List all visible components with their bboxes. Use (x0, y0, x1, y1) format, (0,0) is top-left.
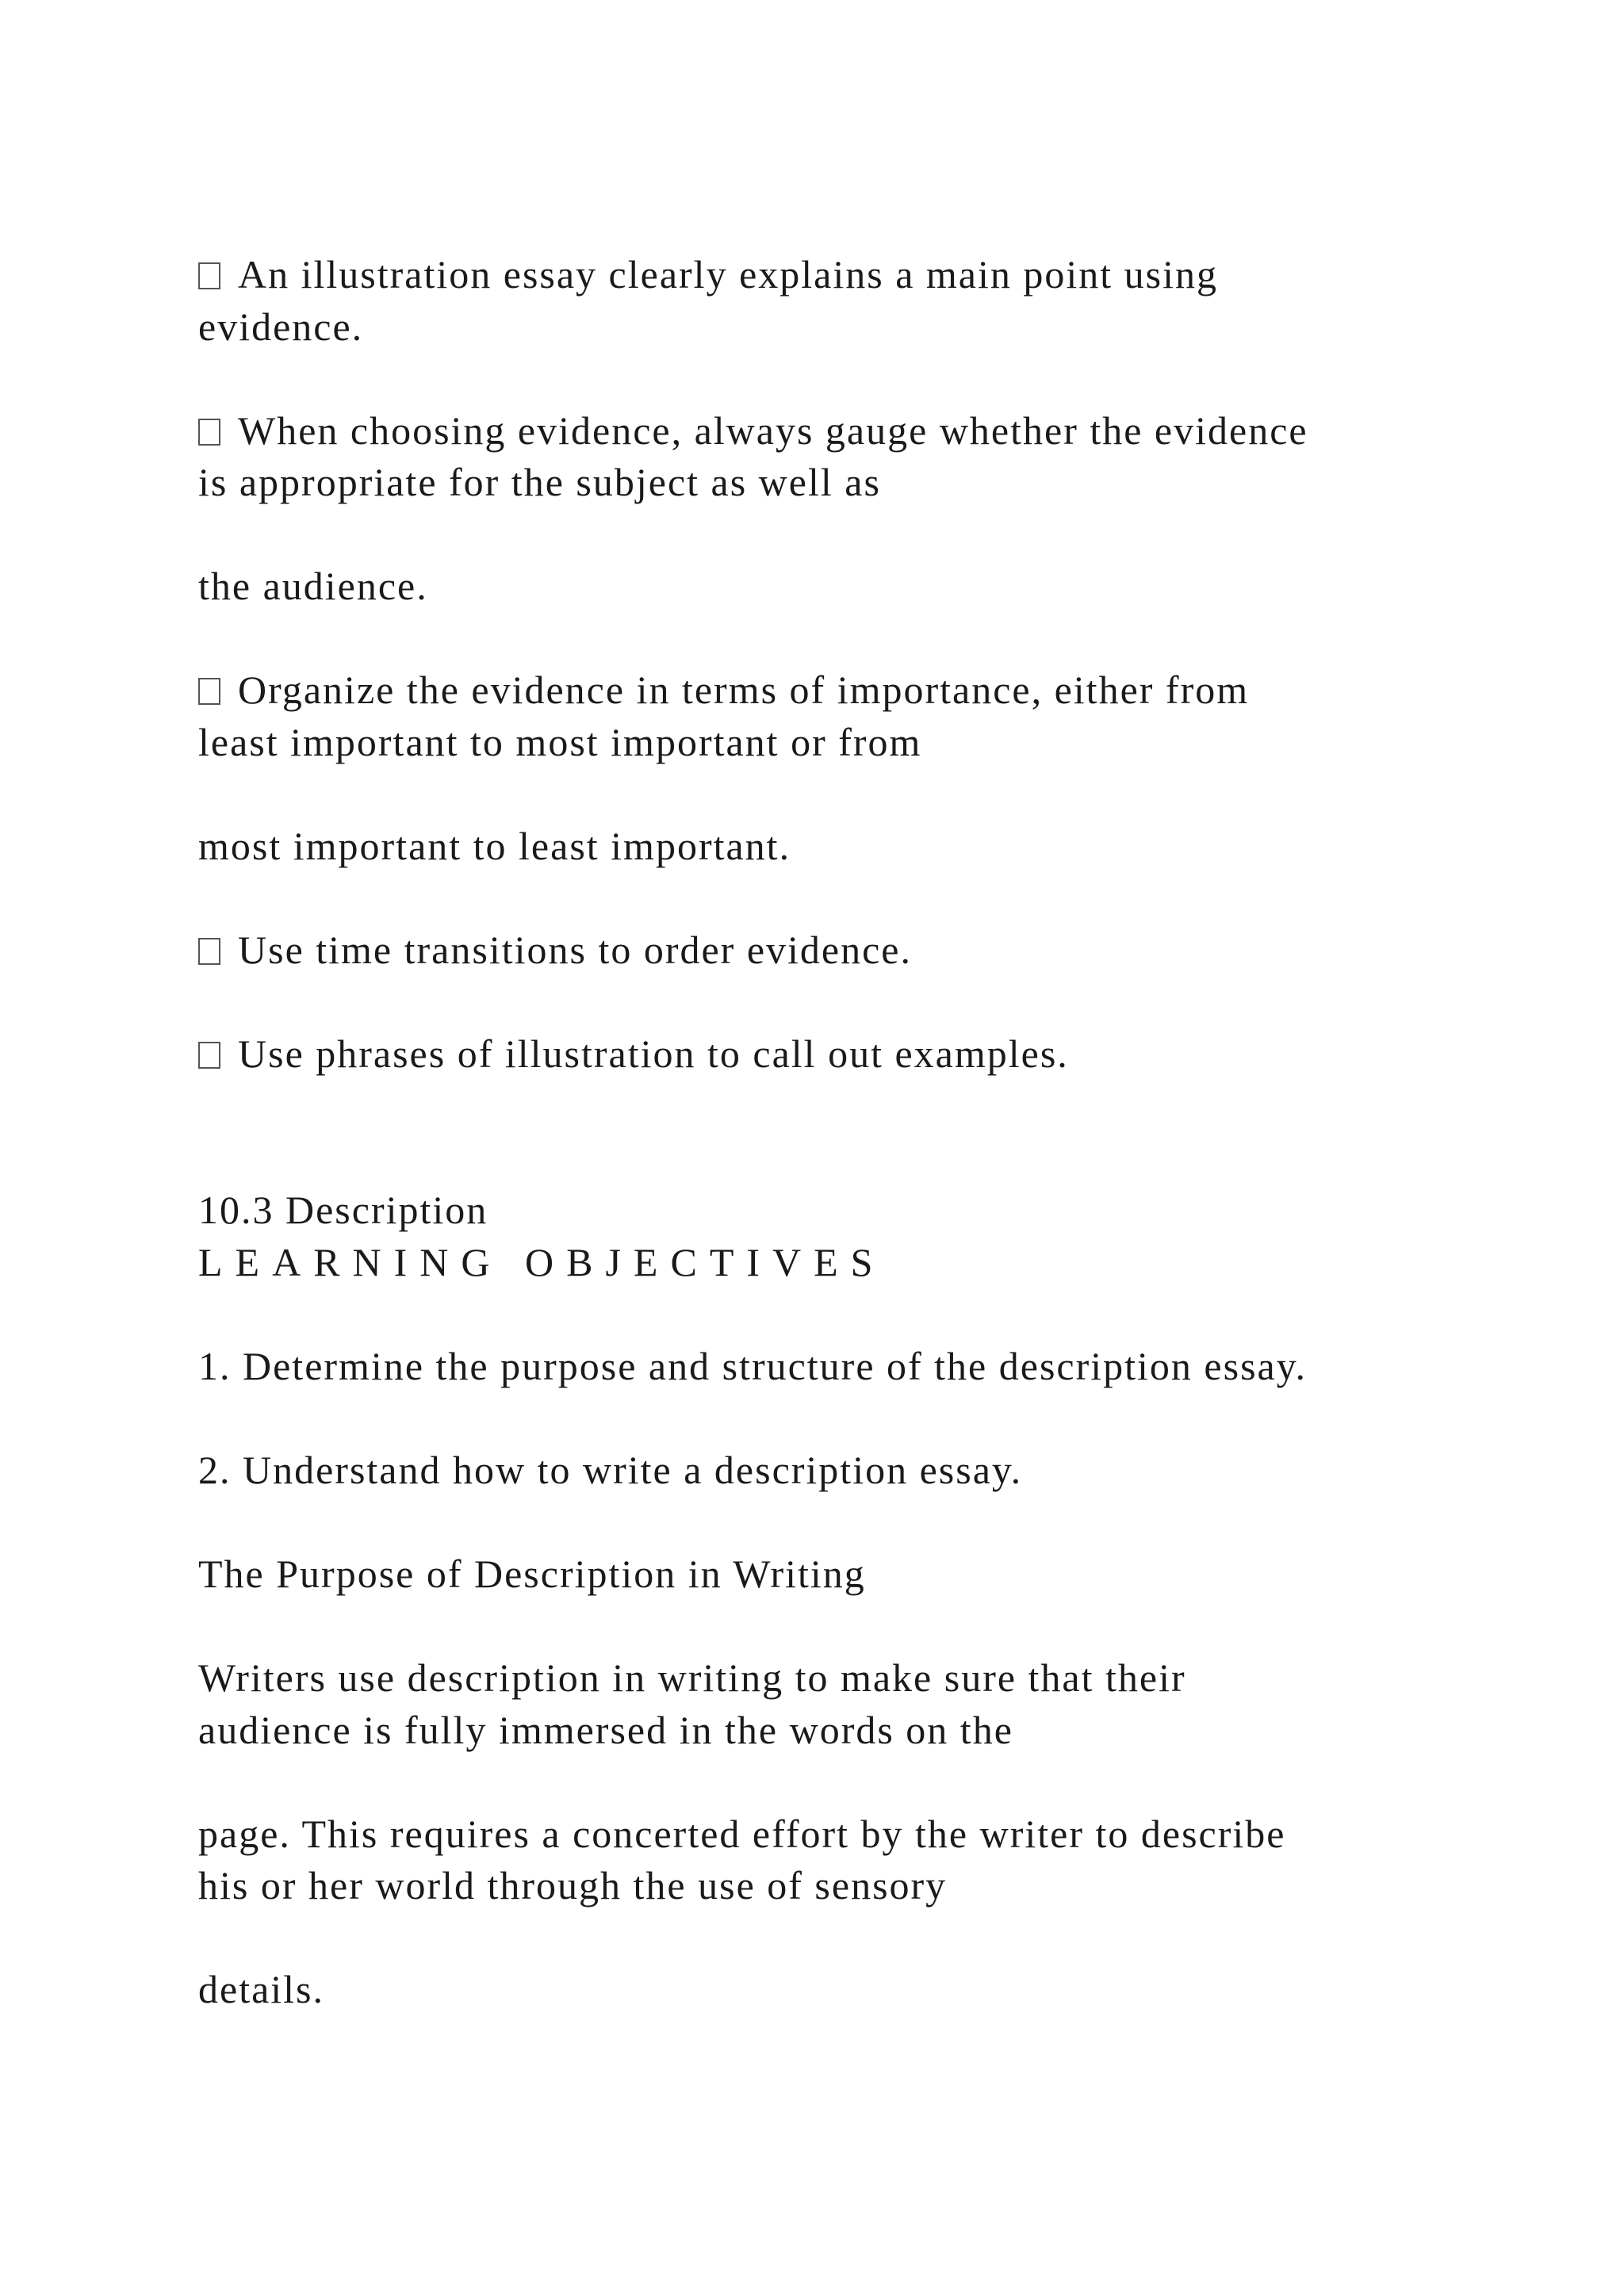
objective-item: 1. Determine the purpose and structure of the description essay. (198, 1344, 1307, 1388)
bullet-box-icon (198, 262, 220, 289)
paragraph-line: Writers use description in writing to make sure that their (198, 1655, 1186, 1700)
bullet-box-icon (198, 419, 220, 446)
paragraph-line: page. This requires a concerted effort by the writer to describe (198, 1812, 1286, 1856)
objective-item: 2. Understand how to write a description essay. (198, 1448, 1023, 1492)
bullet-text-continued: is appropriate for the subject as well as (198, 460, 881, 504)
bullet-text: An illustration essay clearly explains a main point using (238, 252, 1218, 297)
bullet-text: When choosing evidence, always gauge whether the evidence (238, 408, 1308, 453)
bullet-box-icon (198, 1042, 220, 1069)
bullet-item (198, 664, 1249, 715)
bullet-item (198, 924, 912, 975)
bullet-item (198, 1028, 1069, 1079)
paragraph-line: audience is fully immersed in the words on the (198, 1708, 1013, 1752)
bullet-text: Use time transitions to order evidence. (238, 928, 912, 972)
paragraph-line: details. (198, 1967, 325, 2011)
objectives-label: LEARNING OBJECTIVES (198, 1240, 886, 1284)
bullet-item (198, 405, 1308, 456)
bullet-text-continued: least important to most important or from (198, 720, 922, 764)
section-heading: 10.3 Description (198, 1188, 488, 1232)
subheading: The Purpose of Description in Writing (198, 1552, 866, 1596)
bullet-text-continued: the audience. (198, 564, 428, 608)
bullet-item (198, 249, 1218, 300)
bullet-text-continued: most important to least important. (198, 824, 791, 868)
bullet-text-continued: evidence. (198, 304, 364, 349)
bullet-box-icon (198, 678, 220, 705)
bullet-text: Use phrases of illustration to call out examples. (238, 1031, 1069, 1076)
bullet-text: Organize the evidence in terms of importance, either from (238, 668, 1250, 712)
paragraph-line: his or her world through the use of sensory (198, 1863, 948, 1908)
bullet-box-icon (198, 938, 220, 965)
